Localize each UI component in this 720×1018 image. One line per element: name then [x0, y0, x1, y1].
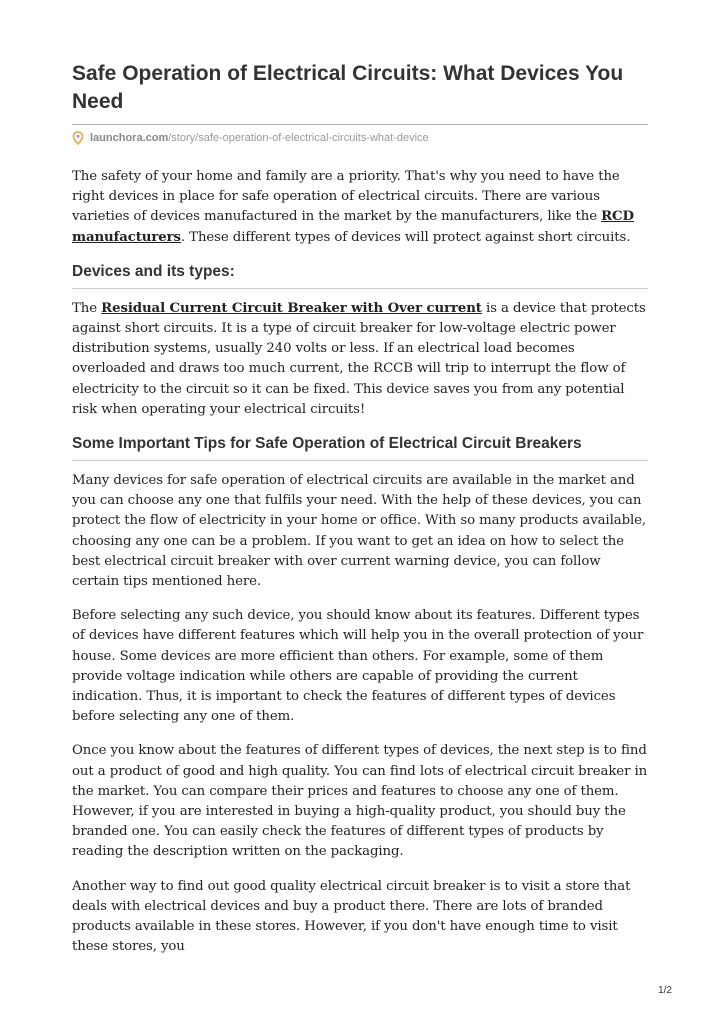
- source-url[interactable]: [90, 132, 429, 144]
- article-title: Safe Operation of Electrical Circuits: What Devices You Need: [72, 62, 624, 113]
- devices-paragraph: [72, 299, 648, 420]
- intro-text-before: The safety of your home and family are a priority. That's why you need to have the right devices in place for safe operation of electrical circuits. There are various varieties of devices manufactured in the market by the manufacturers, like the: [72, 169, 620, 225]
- intro-paragraph: [72, 167, 648, 248]
- devices-text-after: is a device that protects against short circuits. It is a type of circuit breaker for low-voltage electric power distribution systems, usually 240 volts or less. If an electrical load becomes overloaded and draws too much current, the RCCB will trip to interrupt the flow of electricity to the circuit so it can be fixed. This device saves you from any potential risk when operating your electrical circuits!: [72, 300, 646, 417]
- source-domain[interactable]: launchora.com: [90, 132, 169, 144]
- source-path[interactable]: /story/safe-operation-of-electrical-circuits-what-device: [168, 132, 429, 144]
- rccb-link[interactable]: Residual Current Circuit Breaker with Over current: [101, 300, 482, 316]
- document-page: [72, 60, 648, 972]
- tips-paragraph-1: Many devices for safe operation of electrical circuits are available in the market and you can choose any one that fulfils your need. With the help of these devices, you can protect the flow of electricity in your home or office. With so many products available, choosing any one can be a problem. If you want to get an idea on how to select the best electrical circuit breaker with over current warning device, you can follow certain tips mentioned here.: [72, 473, 647, 590]
- devices-text-before: The: [72, 300, 102, 316]
- source-line: [72, 124, 648, 145]
- section-heading-tips: Some Important Tips for Safe Operation of Electrical Circuit Breakers: [72, 434, 648, 461]
- location-pin-icon: [72, 131, 84, 145]
- tips-paragraph-3: Once you know about the features of different types of devices, the next step is to find out a product of good and high quality. You can find lots of electrical circuit breaker in the market. You can compare their prices and features to choose any one of them. However, if you are interested in buying a high-quality product, you should buy the branded one. You can easily check the features of different types of products by reading the description written on the packaging.: [72, 743, 648, 860]
- intro-text-after: . These different types of devices will protect against short circuits.: [180, 229, 631, 245]
- rcd-manufacturers-link[interactable]: RCD manufacturers: [72, 209, 634, 245]
- section-heading-devices: Devices and its types:: [72, 262, 648, 289]
- tips-paragraph-4: Another way to find out good quality electrical circuit breaker is to visit a store that deals with electrical devices and buy a product there. There are lots of branded products available in these stores. However, if you don't have enough time to visit these stores, you: [72, 878, 631, 955]
- tips-paragraph-2: Before selecting any such device, you should know about its features. Different types of devices have different features which will help you in the overall protection of your house. Some devices are more efficient than others. For example, some of them provide voltage indication while others are capable of providing the current indication. Thus, it is important to check the features of different types of devices before selecting any one of them.: [72, 608, 644, 725]
- page-number: 1/2: [658, 985, 672, 996]
